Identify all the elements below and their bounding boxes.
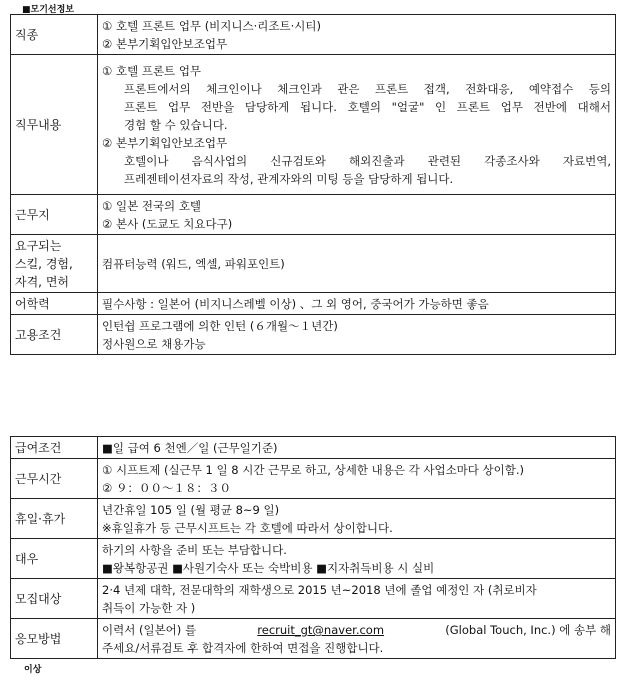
value-recruit	[98, 579, 616, 619]
label-job-type: 직종	[11, 15, 98, 55]
row-job-content	[11, 55, 616, 195]
value-hours	[98, 459, 616, 499]
row-benefits	[11, 539, 616, 579]
job-content-line-4: 경험 할 수 있습니다.	[124, 118, 228, 132]
value-job-content	[98, 55, 616, 195]
job-type-line-2: ② 본부기획입안보조업무	[102, 37, 228, 51]
employment-line-2: 정사원으로 채용가능	[102, 337, 206, 351]
value-apply	[98, 619, 616, 659]
job-content-line-1: ① 호텔 프론트 업무	[102, 64, 202, 78]
holidays-line-1: 년간휴일 105 일 (월 평균 8~9 일)	[102, 503, 280, 517]
value-skills: 컴퓨터능력 (워드, 엑셀, 파워포인트)	[98, 235, 616, 293]
job-content-line-5: ② 본부기획입안보조업무	[102, 136, 228, 150]
label-benefits: 대우	[11, 539, 98, 579]
skills-label-1: 요구되는	[15, 239, 62, 253]
section-header: ■모기선정보	[22, 5, 74, 15]
apply-line-2: 주세요/서류검토 후 합격자에 한하여 면접을 진행합니다.	[102, 641, 384, 655]
job-type-line-1: ① 호텔 프론트 업무 (비지니스·리조트·시티)	[102, 19, 321, 33]
row-skills	[11, 235, 616, 293]
conditions-table	[10, 436, 616, 659]
label-skills	[11, 235, 98, 293]
row-language	[11, 293, 616, 315]
email-link[interactable]: recruit_gt@naver.com	[257, 623, 385, 637]
apply-line-1	[102, 621, 611, 639]
label-employment: 고용조건	[11, 315, 98, 355]
value-workplace	[98, 195, 616, 235]
job-content-line-6: 호텔이나 음식사업의 신규검토와 해외진출과 관련된 각종조사와 자료번역,	[124, 154, 611, 168]
hours-line-2: ② ９：００～１８：３０	[102, 481, 231, 495]
benefits-line-1: 하기의 사항을 준비 또는 부담합니다.	[102, 543, 287, 557]
job-content-line-3: 프론트 업무 전반을 담당하게 됩니다. 호텔의 "얼굴" 인 프론트 업무 전반에 대해서	[124, 100, 611, 114]
value-language: 필수사항 : 일본어 (비지니스레벨 이상) 、그 외 영어, 중국어가 가능하면 좋음	[98, 293, 616, 315]
value-salary: ■일 급여 6 천엔／일 (근무일기준)	[98, 437, 616, 459]
skills-label-2: 스킬, 경험,	[15, 257, 73, 271]
job-content-line-2: 프론트에서의 체크인이나 체크인과 관은 프론트 접객, 전화대응, 예약접수 등의	[124, 82, 611, 96]
workplace-line-1: ① 일본 전국의 호텔	[102, 199, 202, 213]
row-workplace	[11, 195, 616, 235]
workplace-line-2: ② 본사 (도쿄도 치요다구)	[102, 217, 233, 231]
value-employment	[98, 315, 616, 355]
label-language: 어학력	[11, 293, 98, 315]
value-holidays	[98, 499, 616, 539]
skills-label-3: 자격, 면허	[15, 275, 69, 289]
job-info-table	[10, 14, 616, 355]
row-hours	[11, 459, 616, 499]
label-holidays: 휴일·휴가	[11, 499, 98, 539]
recruit-line-1: 2·4 년제 대학, 전문대학의 재학생으로 2015 년~2018 년에 졸업 예정인 자 (취로비자	[102, 583, 537, 597]
label-apply: 응모방법	[11, 619, 98, 659]
row-salary	[11, 437, 616, 459]
recruit-line-2: 취득이 가능한 자 )	[102, 601, 196, 615]
employment-line-1: 인턴쉽 프로그램에 의한 인턴 (６개월～１년간)	[102, 319, 338, 333]
row-apply	[11, 619, 616, 659]
row-holidays	[11, 499, 616, 539]
apply-text-pre: 이력서 (일본어) 를	[102, 623, 197, 637]
label-workplace: 근무지	[11, 195, 98, 235]
label-salary: 급여조건	[11, 437, 98, 459]
benefits-line-2: ■왕복항공권 ■사원기숙사 또는 숙박비용 ■지자취득비용 시 실비	[102, 561, 435, 575]
row-employment	[11, 315, 616, 355]
label-job-content: 직무내용	[11, 55, 98, 195]
row-recruit	[11, 579, 616, 619]
value-job-type	[98, 15, 616, 55]
apply-text-post: (Global Touch, Inc.) 에 송부 해	[445, 623, 611, 637]
hours-line-1: ① 시프트제 (실근무 1 일 8 시간 근무로 하고, 상세한 내용은 각 사업소마다 상이함.)	[102, 463, 525, 477]
job-content-line-7: 프레젠테이션자료의 작성, 관계자와의 미팅 등을 담당하게 됩니다.	[124, 172, 454, 186]
label-recruit: 모집대상	[11, 579, 98, 619]
holidays-line-2: ※휴일휴가 등 근무시프트는 각 호텔에 따라서 상이합니다.	[102, 521, 393, 535]
label-hours: 근무시간	[11, 459, 98, 499]
value-benefits	[98, 539, 616, 579]
footer-text: 이상	[24, 665, 42, 675]
row-job-type	[11, 15, 616, 55]
